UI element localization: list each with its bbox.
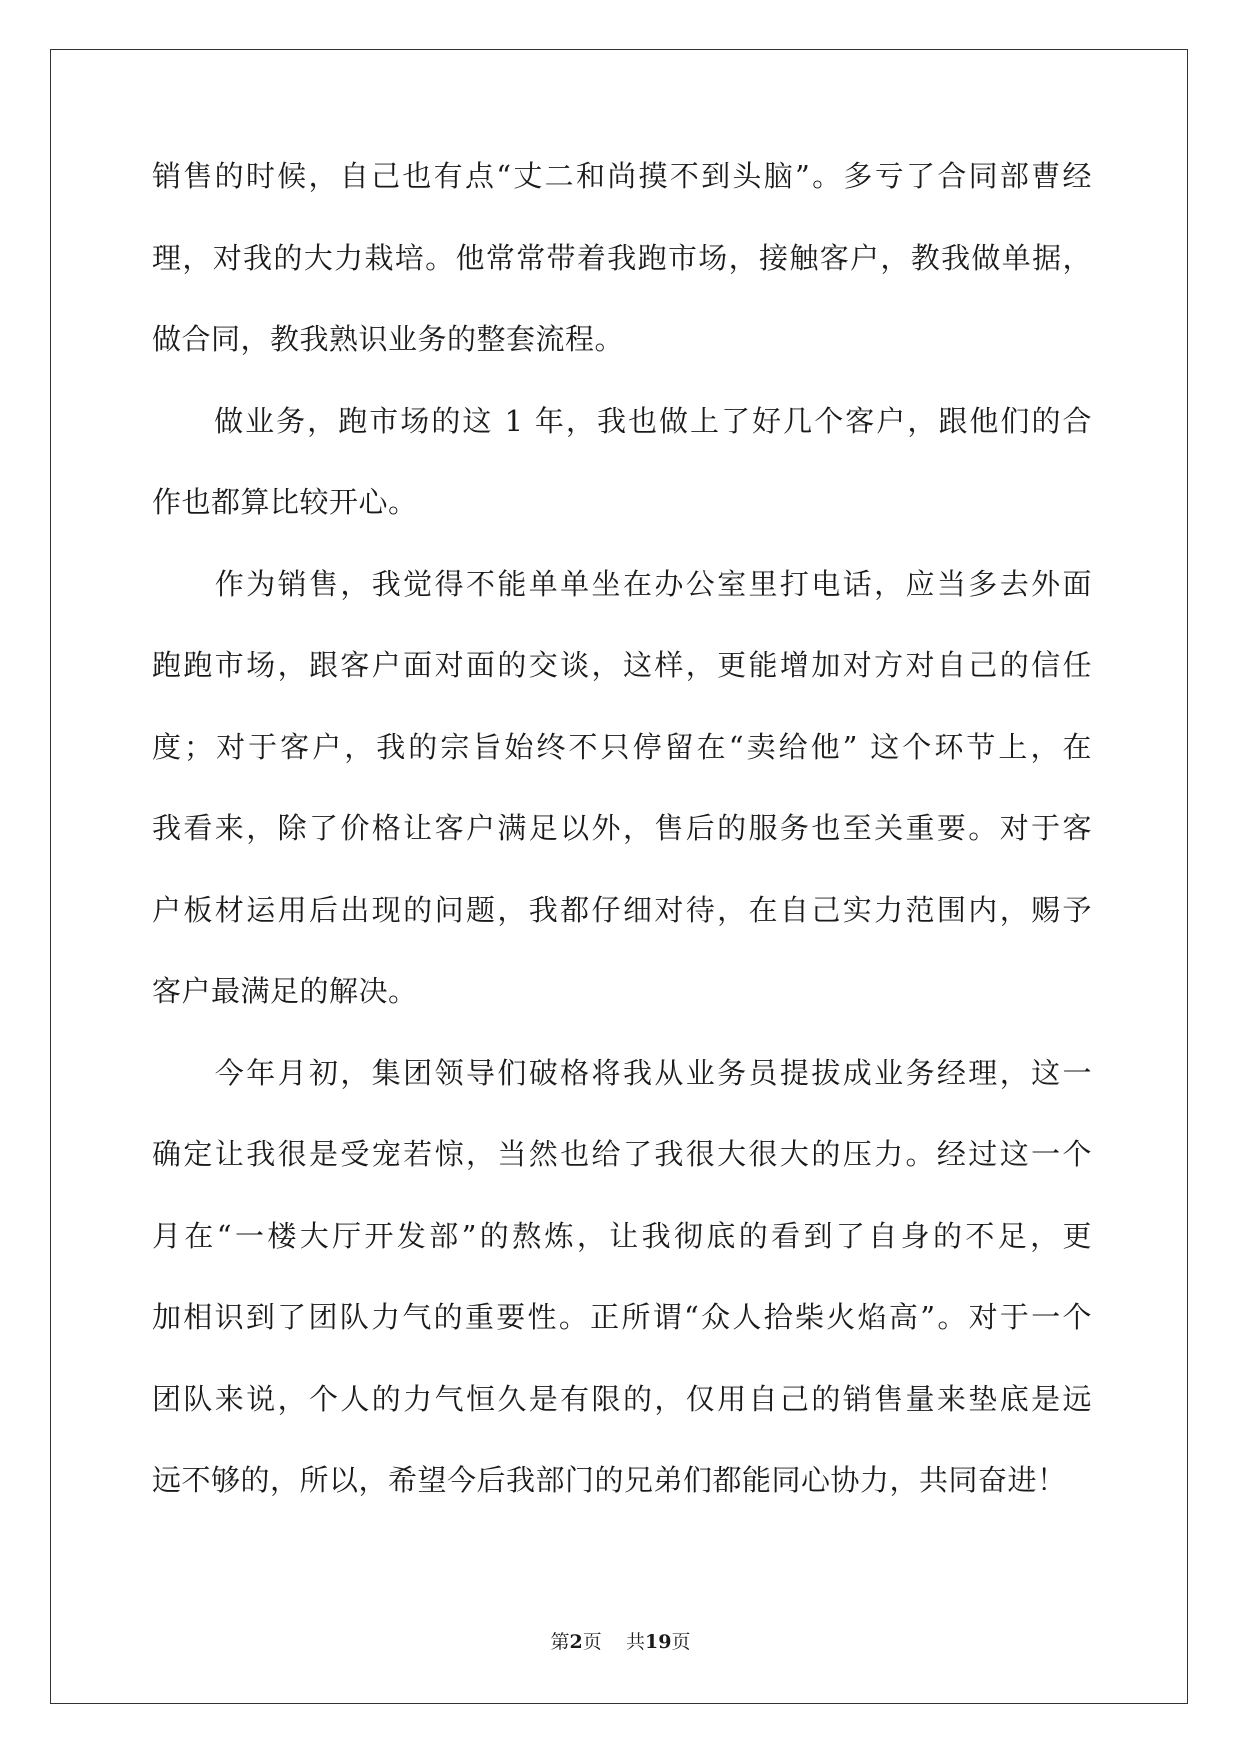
text-line-8: 度；对于客户，我的宗旨始终不只停留在“卖给他” 这个环节上，在: [152, 729, 1092, 764]
text-line-11: 客户最满足的解决。: [152, 974, 418, 1008]
text-line-9: 我看来，除了价格让客户满足以外，售后的服务也至关重要。对于客: [152, 811, 1092, 845]
text-line-7: 跑跑市场，跟客户面对面的交谈，这样，更能增加对方对自己的信任: [152, 648, 1092, 682]
text-line-3: 做合同，教我熟识业务的整套流程。: [152, 322, 625, 356]
text-line-13: 确定让我很是受宠若惊，当然也给了我很大很大的压力。经过这一个: [152, 1137, 1092, 1171]
text-line-16: 团队来说，个人的力气恒久是有限的，仅用自己的销售量来垫底是远: [152, 1381, 1092, 1416]
text-line-4: 做业务，跑市场的这 1 年，我也做上了好几个客户，跟他们的合: [152, 403, 1092, 438]
text-line-2: 理，对我的大力栽培。他常常带着我跑市场，接触客户，教我做单据，: [152, 240, 1092, 275]
text-line-6: 作为销售，我觉得不能单单坐在办公室里打电话，应当多去外面: [152, 566, 1092, 601]
text-line-17: 远不够的，所以，希望今后我部门的兄弟们都能同心协力，共同奋进！: [152, 1463, 1067, 1497]
text-line-10: 户板材运用后出现的问题，我都仔细对待，在自己实力范围内，赐予: [152, 892, 1092, 927]
page-footer: [0, 1627, 1241, 1654]
total-label-suffix: 页: [671, 1631, 691, 1653]
page-number: 2: [569, 1631, 583, 1653]
text-line-12: 今年月初，集团领导们破格将我从业务员提拔成业务经理，这一: [152, 1055, 1092, 1090]
total-pages: 19: [644, 1631, 672, 1653]
text-line-1: 销售的时候，自己也有点“丈二和尚摸不到头脑”。多亏了合同部曹经: [152, 159, 1092, 193]
page-label-prefix: 第: [550, 1631, 570, 1653]
text-line-14: 月在“一楼大厅开发部”的熬炼，让我彻底的看到了自身的不足，更: [152, 1218, 1092, 1253]
total-label-prefix: 共: [625, 1631, 645, 1653]
text-line-5: 作也都算比较开心。: [152, 485, 418, 519]
text-line-15: 加相识到了团队力气的重要性。正所谓“众人拾柴火焰高”。对于一个: [152, 1300, 1092, 1334]
document-body: [152, 160, 1092, 1546]
page-label-suffix: 页: [582, 1631, 602, 1653]
